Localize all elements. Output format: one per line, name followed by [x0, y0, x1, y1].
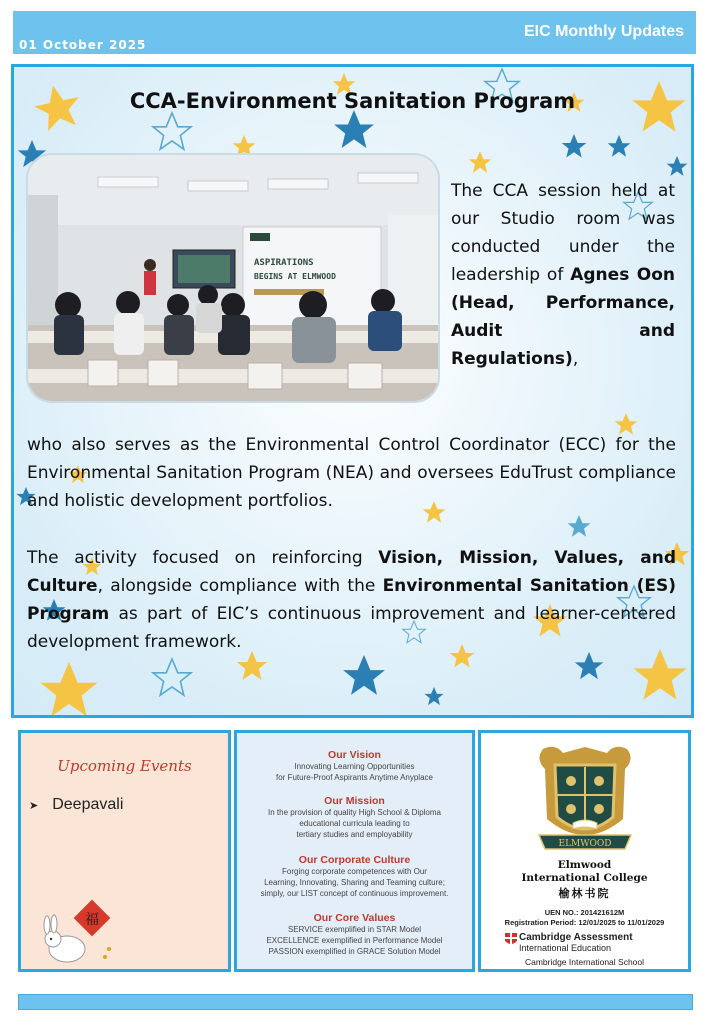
classroom-photo [26, 153, 440, 403]
footer-bar [18, 994, 693, 1010]
school-name-line2: International College [521, 872, 648, 884]
svg-text:福: 福 [85, 912, 99, 928]
activity-part-d: Environmental Sanitation (ES) Program [27, 576, 676, 624]
rabbit-fortune-icon [39, 899, 115, 969]
intro-text-part1: The CCA session held at our Studio room was conducted under the leadership of [451, 181, 675, 285]
mission-text-3: tertiary studies and employability [296, 830, 413, 839]
culture-section [237, 854, 472, 899]
uen-number: UEN NO.: 201421612M [544, 908, 625, 917]
culture-title: Our Corporate Culture [298, 854, 411, 866]
event-item [29, 796, 123, 814]
cambridge-line2: International Education [519, 943, 612, 953]
mission-text-2: educational curricula leading to [299, 819, 410, 828]
article-title: CCA-Environment Sanitation Program [129, 89, 576, 113]
values-text-3: PASSION exemplified in GRACE Solution Model [268, 947, 441, 956]
header-bar [13, 11, 696, 54]
school-name-line1: Elmwood [557, 859, 612, 871]
culture-text-3: simply, our LIST concept of continuous improvement. [260, 889, 449, 898]
vision-title: Our Vision [328, 749, 381, 761]
activity-part-c: , alongside compliance with the [97, 576, 383, 596]
school-name [481, 859, 688, 885]
core-values-title: Our Core Values [313, 912, 396, 924]
mission-section [237, 795, 472, 840]
activity-part-b: Vision, Mission, Values, and Culture [27, 548, 676, 596]
cambridge-line1: Cambridge Assessment [519, 932, 633, 943]
vision-mission-box [234, 730, 475, 972]
vision-section [237, 749, 472, 783]
vision-text-1: Innovating Learning Opportunities [294, 762, 415, 771]
banner-text-2: BEGINS AT ELMWOOD [254, 272, 336, 281]
intro-text-part2: , [572, 349, 579, 369]
arrow-bullet-icon: ➤ [29, 800, 39, 812]
activity-paragraph [27, 544, 676, 656]
crest-banner-text: ELMWOOD [558, 839, 611, 849]
article-panel [11, 64, 694, 718]
mission-title: Our Mission [324, 795, 385, 807]
values-text-2: EXCELLENCE exemplified in Performance Model [266, 936, 443, 945]
intro-text [451, 177, 675, 373]
issue-date: 01 October 2025 [19, 38, 147, 52]
registration-info [481, 908, 688, 928]
registration-period: Registration Period: 12/01/2025 to 11/01/2029 [504, 918, 665, 927]
values-text-1: SERVICE exemplified in STAR Model [287, 925, 422, 934]
school-name-chinese: 榆林书院 [558, 887, 611, 900]
newsletter-title: EIC Monthly Updates [523, 23, 684, 40]
vision-text-2: for Future-Proof Aspirants Anytime Anyplace [276, 773, 433, 782]
cambridge-logo-text [519, 932, 633, 954]
school-crest-logo [481, 739, 688, 861]
head-name: Agnes Oon (Head, Performance, Audit and Regulations) [451, 265, 675, 369]
cambridge-school-label: Cambridge International School [524, 957, 645, 967]
ecc-paragraph: who also serves as the Environmental Control Coordinator (ECC) for the Environmental Sanitation Program (NEA) and oversees EduTrust compliance and holistic development portfolios. [27, 435, 676, 511]
culture-text-2: Learning, Innovating, Sharing and Teaming culture; [264, 878, 445, 887]
culture-text-1: Forging corporate competences with Our [282, 867, 427, 876]
activity-part-a: The activity focused on reinforcing [27, 548, 379, 568]
banner-text-1: ASPIRATIONS [254, 258, 314, 268]
mission-text-1: In the provision of quality High School & Diploma [268, 808, 441, 817]
core-values-section [237, 912, 472, 957]
cambridge-shield-icon [505, 933, 517, 947]
activity-part-e: as part of EIC’s continuous improvement and learner-centered development framework. [27, 604, 676, 652]
upcoming-events-box [18, 730, 231, 972]
event-item-label: Deepavali [52, 796, 124, 813]
upcoming-events-title: Upcoming Events [57, 757, 192, 775]
school-info-box [478, 730, 691, 972]
